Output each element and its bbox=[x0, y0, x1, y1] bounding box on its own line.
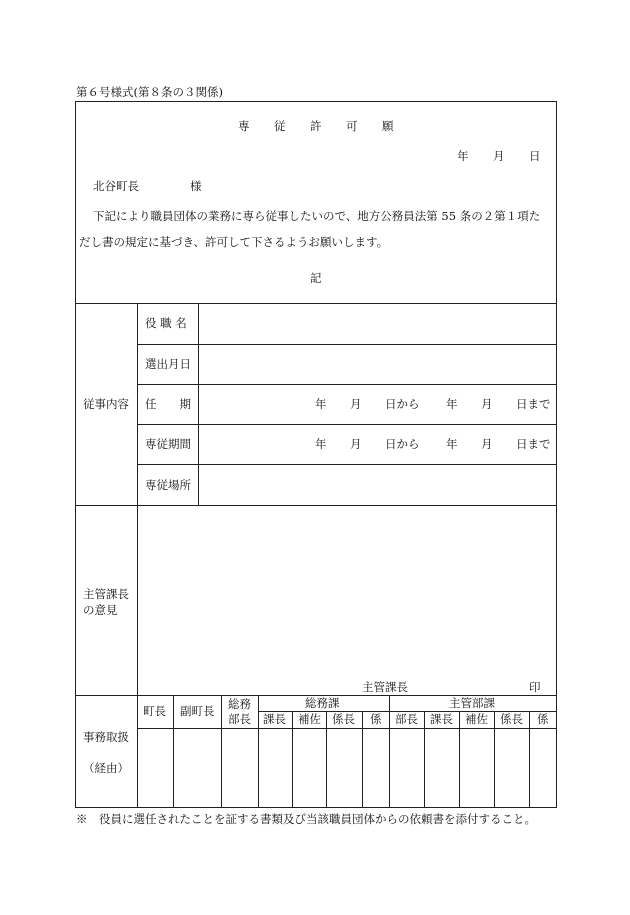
period-to-year: 年 bbox=[446, 437, 458, 451]
title-char: 可 bbox=[346, 119, 358, 133]
duty-row-line bbox=[137, 424, 557, 425]
duty-bottom-line bbox=[75, 505, 557, 506]
body-line-2: だし書の規定に基づき、許可して下さるようお願いします。 bbox=[79, 235, 389, 249]
term-from-day: 日から bbox=[385, 397, 420, 411]
term-from-year: 年 bbox=[315, 397, 327, 411]
duty-label-role: 役 職 名 bbox=[145, 316, 187, 330]
stamp-cell-vice-mayor[interactable] bbox=[174, 729, 221, 807]
handling-col-line bbox=[459, 711, 460, 807]
handling-col-line bbox=[326, 711, 327, 807]
duty-top-line bbox=[75, 303, 557, 304]
seal-mark: 印 bbox=[529, 680, 541, 694]
term-from-month: 月 bbox=[350, 397, 362, 411]
header-shukan-col: 係長 bbox=[500, 712, 523, 726]
term-to-year: 年 bbox=[446, 397, 458, 411]
footnote: ※ 役員に選任されたことを証する書類及び当該職員団体からの依頼書を添付すること。 bbox=[76, 812, 536, 826]
header-soumu-2: 部長 bbox=[228, 712, 251, 726]
duty-col2-line bbox=[198, 303, 199, 505]
header-shukan-col: 部長 bbox=[395, 712, 418, 726]
date-year: 年 bbox=[457, 149, 469, 163]
opinion-sign-label: 主管課長 bbox=[362, 680, 408, 694]
date-month: 月 bbox=[493, 149, 505, 163]
period-from-year: 年 bbox=[315, 437, 327, 451]
term-to-day: 日まで bbox=[516, 397, 551, 411]
period-to-day: 日まで bbox=[516, 437, 551, 451]
opinion-field[interactable] bbox=[140, 508, 554, 676]
date-day: 日 bbox=[529, 149, 541, 163]
stamp-cell-mayor[interactable] bbox=[138, 729, 173, 807]
ki-mark: 記 bbox=[310, 271, 322, 285]
header-soumuka: 総務課 bbox=[305, 696, 340, 710]
addressee-honorific: 様 bbox=[190, 179, 202, 193]
period-from-month: 月 bbox=[350, 437, 362, 451]
duty-label-elected: 選出月日 bbox=[145, 357, 191, 371]
header-mayor: 町長 bbox=[143, 704, 166, 718]
title-char: 専 bbox=[238, 119, 250, 133]
stamp-cell-soumu-buchou[interactable] bbox=[222, 729, 258, 807]
header-soumuka-col: 係 bbox=[370, 712, 382, 726]
term-to-month: 月 bbox=[481, 397, 493, 411]
body-line-1: 下記により職員団体の業務に専ら従事したいので、地方公務員法第 55 条の２第１項た bbox=[93, 209, 541, 223]
form-label: 第６号様式(第８条の３関係) bbox=[76, 85, 223, 99]
handling-sub-label: （経由） bbox=[83, 761, 129, 775]
duty-label-term: 任 期 bbox=[145, 397, 191, 411]
role-field[interactable] bbox=[200, 305, 555, 343]
header-shukan-col: 補佐 bbox=[465, 712, 488, 726]
handling-col-line bbox=[529, 711, 530, 807]
title-char: 従 bbox=[274, 119, 286, 133]
header-vice-mayor: 副町長 bbox=[180, 704, 215, 718]
handling-col-line bbox=[424, 711, 425, 807]
header-shukan-col: 係 bbox=[537, 712, 549, 726]
frame-bottom bbox=[75, 807, 557, 808]
period-to-month: 月 bbox=[481, 437, 493, 451]
header-soumuka-col: 補佐 bbox=[298, 712, 321, 726]
addressee-name: 北谷町長 bbox=[93, 179, 139, 193]
handling-col-line bbox=[292, 711, 293, 807]
opinion-divider bbox=[137, 505, 138, 695]
period-from-day: 日から bbox=[385, 437, 420, 451]
handling-col-line bbox=[494, 711, 495, 807]
elected-date-field[interactable] bbox=[200, 346, 555, 383]
opinion-label-2: の意見 bbox=[83, 603, 118, 617]
duty-row-line bbox=[137, 344, 557, 345]
place-field[interactable] bbox=[200, 466, 555, 504]
header-soumu-1: 総務 bbox=[228, 697, 251, 711]
header-shukan-col: 課長 bbox=[430, 712, 453, 726]
duty-row-line bbox=[137, 384, 557, 385]
header-soumuka-col: 課長 bbox=[263, 712, 286, 726]
title-char: 願 bbox=[382, 119, 394, 133]
title-char: 許 bbox=[310, 119, 322, 133]
duty-col1-line bbox=[137, 303, 138, 505]
opinion-label-1: 主管課長 bbox=[83, 587, 129, 601]
handling-col-line bbox=[362, 711, 363, 807]
handling-label: 事務取扱 bbox=[83, 730, 129, 744]
duty-label-period: 専従期間 bbox=[145, 437, 191, 451]
frame-top bbox=[75, 101, 557, 102]
header-shukan: 主管部課 bbox=[449, 696, 495, 710]
header-soumuka-col: 係長 bbox=[332, 712, 355, 726]
duty-label-place: 専従場所 bbox=[145, 478, 191, 492]
frame-right bbox=[556, 101, 557, 808]
frame-left bbox=[75, 101, 76, 808]
duty-row-line bbox=[137, 464, 557, 465]
duty-section-label: 従事内容 bbox=[83, 397, 129, 411]
